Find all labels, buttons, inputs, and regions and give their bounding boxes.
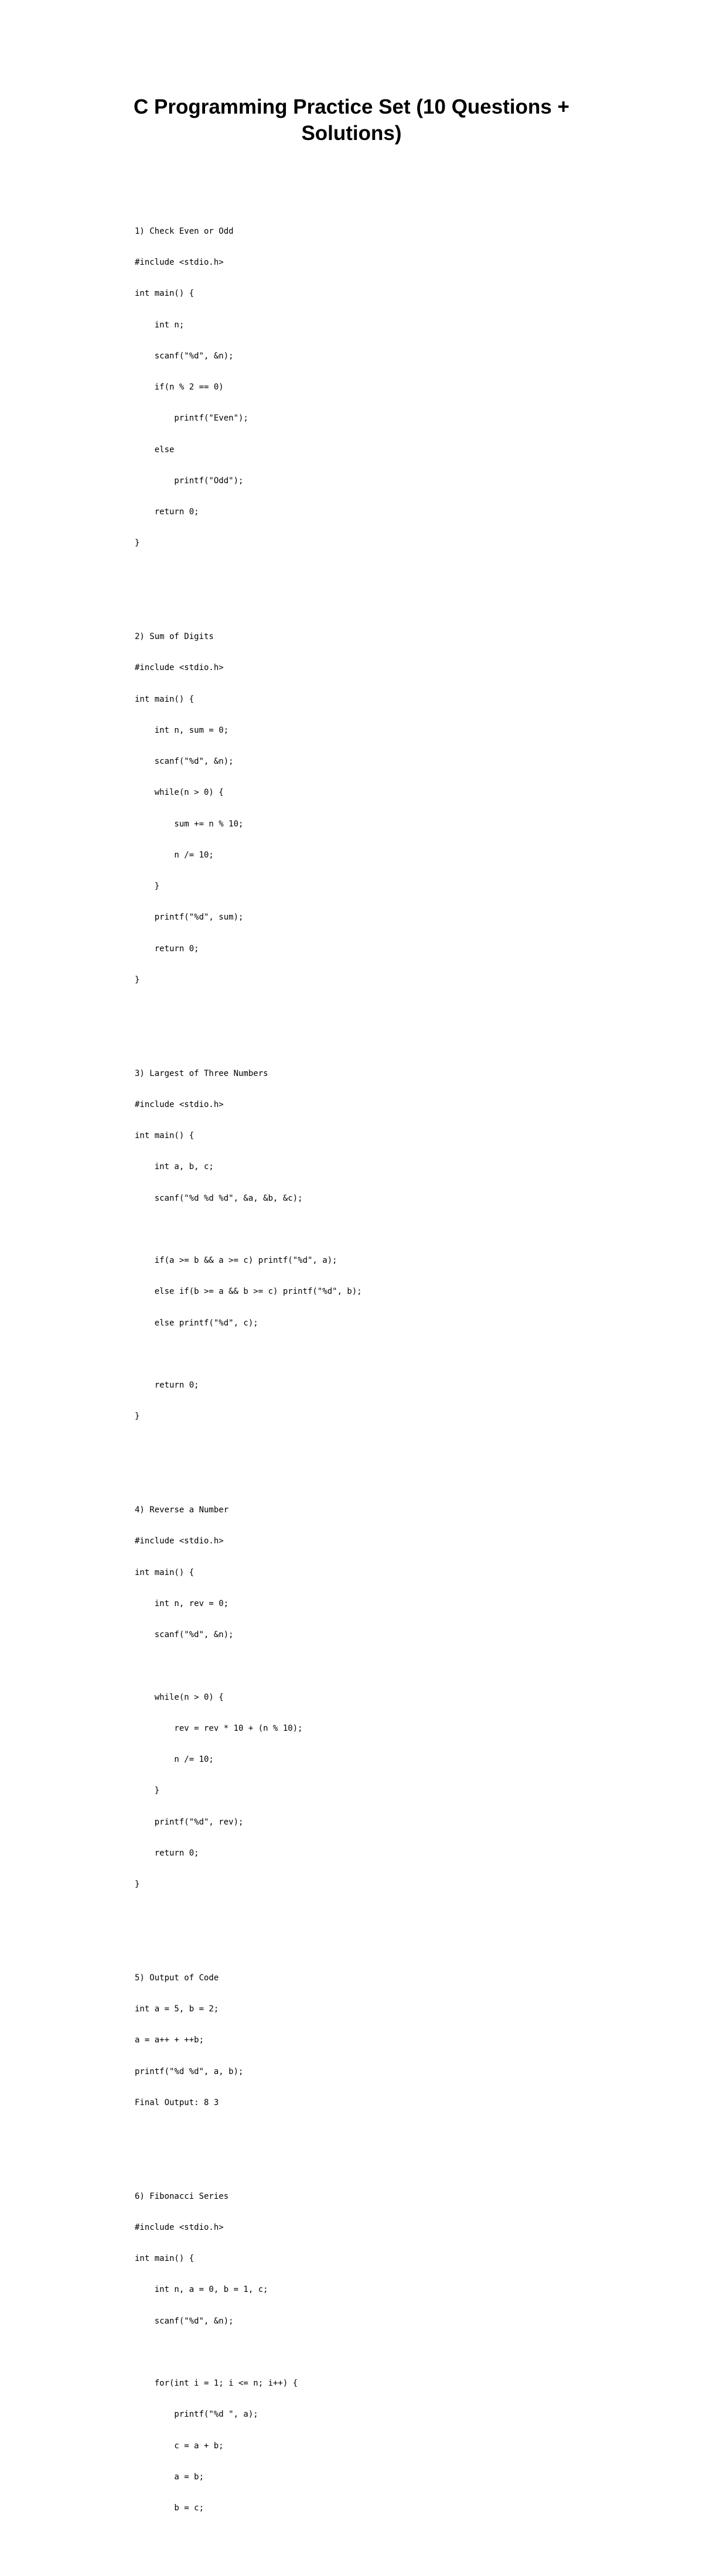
question-6: [135, 2171, 615, 2534]
code-line: #include <stdio.h>: [135, 1099, 224, 1109]
code-line: }: [135, 975, 140, 985]
code-listing: [135, 175, 615, 2576]
code-line: int main() {: [135, 1131, 194, 1140]
code-line: c = a + b;: [135, 2441, 224, 2451]
code-line: n /= 10;: [135, 850, 214, 860]
code-line: printf("%d", sum);: [135, 913, 244, 923]
code-line: #include <stdio.h>: [135, 2222, 224, 2232]
question-4: [135, 1485, 615, 1911]
code-line: int n, sum = 0;: [135, 725, 229, 735]
code-line: n /= 10;: [135, 1755, 214, 1764]
code-line: a = b;: [135, 2472, 204, 2482]
page-title: C Programming Practice Set (10 Questions + Solutions): [134, 95, 569, 145]
code-line: scanf("%d %d %d", &a, &b, &c);: [135, 1193, 303, 1203]
code-line: [135, 1350, 615, 1360]
code-line: int a = 5, b = 2;: [135, 2004, 219, 2014]
question-5: [135, 1952, 615, 2129]
code-line: }: [135, 1880, 140, 1889]
question-1: [135, 206, 615, 569]
code-line: int a, b, c;: [135, 1162, 214, 1172]
question-2: [135, 611, 615, 1007]
code-line: for(int i = 1; i <= n; i++) {: [135, 2379, 298, 2388]
code-line: return 0;: [135, 1381, 199, 1390]
code-line: #include <stdio.h>: [135, 1536, 224, 1546]
code-line: Final Output: 8 3: [135, 2097, 219, 2107]
code-line: int n, rev = 0;: [135, 1598, 229, 1608]
code-line: int main() {: [135, 1567, 194, 1577]
code-line: }: [135, 1786, 160, 1796]
code-line: int n;: [135, 320, 185, 330]
code-line: printf("Odd");: [135, 476, 244, 486]
code-line: scanf("%d", &n);: [135, 2316, 234, 2326]
code-line: return 0;: [135, 944, 199, 954]
code-line: scanf("%d", &n);: [135, 757, 234, 766]
code-line: }: [135, 882, 160, 891]
code-line: }: [135, 538, 140, 548]
code-line: if(a >= b && a >= c) printf("%d", a);: [135, 1256, 337, 1265]
code-line: int n, a = 0, b = 1, c;: [135, 2285, 268, 2295]
question-heading: 5) Output of Code: [135, 1973, 219, 1983]
question-3: [135, 1048, 615, 1443]
code-line: b = c;: [135, 2503, 204, 2513]
code-line: int main() {: [135, 289, 194, 299]
code-line: [135, 1225, 615, 1235]
code-line: [135, 1661, 615, 1672]
code-line: return 0;: [135, 507, 199, 517]
code-line: sum += n % 10;: [135, 819, 244, 829]
code-line: else: [135, 445, 175, 455]
code-line: else printf("%d", c);: [135, 1318, 258, 1328]
code-line: #include <stdio.h>: [135, 258, 224, 267]
code-line: [135, 2348, 615, 2358]
code-line: rev = rev * 10 + (n % 10);: [135, 1723, 303, 1733]
code-line: return 0;: [135, 1848, 199, 1858]
question-heading: 4) Reverse a Number: [135, 1505, 229, 1515]
question-heading: 2) Sum of Digits: [135, 632, 214, 641]
code-line: while(n > 0) {: [135, 1692, 224, 1702]
code-line: printf("%d %d", a, b);: [135, 2066, 244, 2076]
code-line: scanf("%d", &n);: [135, 1630, 234, 1639]
code-line: a = a++ + ++b;: [135, 2035, 204, 2045]
code-line: printf("%d ", a);: [135, 2410, 258, 2420]
question-heading: 1) Check Even or Odd: [135, 226, 234, 236]
code-line: int main() {: [135, 694, 194, 704]
code-line: else if(b >= a && b >= c) printf("%d", b);: [135, 1287, 362, 1297]
code-line: if(n % 2 == 0): [135, 382, 224, 392]
code-line: #include <stdio.h>: [135, 663, 224, 673]
question-heading: 3) Largest of Three Numbers: [135, 1068, 268, 1078]
code-line: int main() {: [135, 2254, 194, 2263]
question-heading: 6) Fibonacci Series: [135, 2191, 229, 2201]
code-line: }: [135, 1412, 140, 1422]
code-line: while(n > 0) {: [135, 788, 224, 798]
code-line: printf("Even");: [135, 414, 248, 423]
code-line: scanf("%d", &n);: [135, 351, 234, 361]
code-line: printf("%d", rev);: [135, 1817, 244, 1827]
